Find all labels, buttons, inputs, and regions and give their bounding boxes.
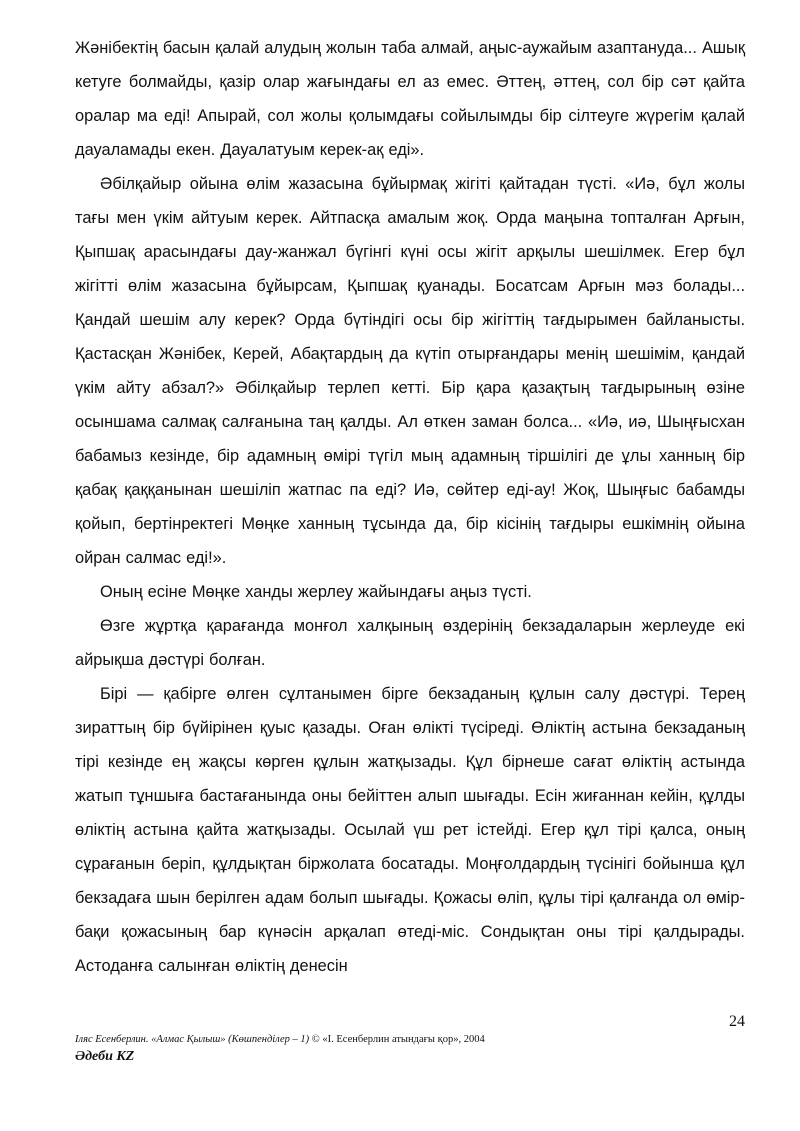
footer-credit (75, 1034, 485, 1045)
footer-author-title: Іляс Есенберлин. «Алмас Қылыш» (Көшпенділер – 1) (75, 1034, 310, 1045)
page-body (75, 31, 745, 983)
footer-site-name: Әдеби KZ (75, 1049, 135, 1064)
paragraph-4: Өзге жұртқа қарағанда монғол халқының өздерінің бекзадаларын жерлеуде екі айрықша дәстүрі болған. (75, 617, 745, 669)
paragraph-2: Әбілқайыр ойына өлім жазасына бұйырмақ жігіті қайтадан түсті. «Иә, бұл жолы тағы мен үкім айтуым керек. Айтпасқа амалым жоқ. Орда маңына топталған Арғын, Қыпшақ арасындағы дау-жанжал бүгінгі күні осы жігіт арқылы шешілмек. Егер бұл жігітті өлім жазасына бұйырсам, Қыпшақ қуанады. Босатсам Арғын мәз болады... Қандай шешім алу керек? Орда бүтіндігі осы бір жігіттің тағдырымен байланысты. Қастасқан Жәнібек, Керей, Абақтардың да күтіп отырғандары менің шешімім, қандай үкім айту абзал?» Әбілқайыр терлеп кетті. Бір қара қазақтың тағдырының өзіне осыншама салмақ салғанына таң қалды. Ал өткен заман болса... «Иә, иә, Шыңғысхан бабамыз кезінде, бір адамның өмірі түгіл мың адамның тіршілігі де ұлы ханның бір қабақ қаққанынан шешіліп жатпас па еді? Иә, сөйтер еді-ау! Жоқ, Шыңғыс бабамды қойып, бертінректегі Мөңке ханның тұсында да, бір кісінің тағдыры ешкімнің ойына ойран салмас еді!». (75, 175, 745, 567)
paragraph-3: Оның есіне Мөңке ханды жерлеу жайындағы аңыз түсті. (100, 583, 532, 601)
paragraph-1: Жәнібектің басын қалай алудың жолын таба алмай, аңыс-аужайым азаптануда... Ашық кетуге болмайды, қазір олар жағындағы ел аз емес. Әттең, әттең, сол бір сәт қайта оралар ма еді! Апырай, сол жолы қолымдағы сойылымды бір сілтеуге жүрегім қалай дауаламады екен. Дауалатуым керек-ақ еді». (75, 39, 745, 159)
page-number: 24 (729, 1013, 745, 1030)
footer-copyright: © «І. Есенберлин атындағы қор», 2004 (309, 1034, 485, 1045)
paragraph-5: Бірі — қабірге өлген сұлтанымен бірге бекзаданың құлын салу дәстүрі. Терең зираттың бір бүйірінен қуыс қазады. Оған өлікті түсіреді. Өліктің астына бекзаданың тірі кезінде ең жақсы көрген құлын жатқызады. Құл бірнеше сағат өліктің астында жатып тұншыға бастағанында оны бейіттен алып шығады. Есін жиғаннан кейін, құлды өліктің астына қайта жатқызады. Осылай үш рет істейді. Егер құл тірі қалса, оның сұрағанын беріп, құлдықтан біржолата босатады. Моңғолдардың түсінігі бойынша құл бекзадаға шын берілген адам болып шығады. Қожасы өліп, құлы тірі қалғанда ол өмір-бақи қожасының бар күнәсін арқалап өтеді-міс. Сондықтан оны тірі қалдырады. Астоданға салынған өліктің денесін (75, 685, 745, 975)
